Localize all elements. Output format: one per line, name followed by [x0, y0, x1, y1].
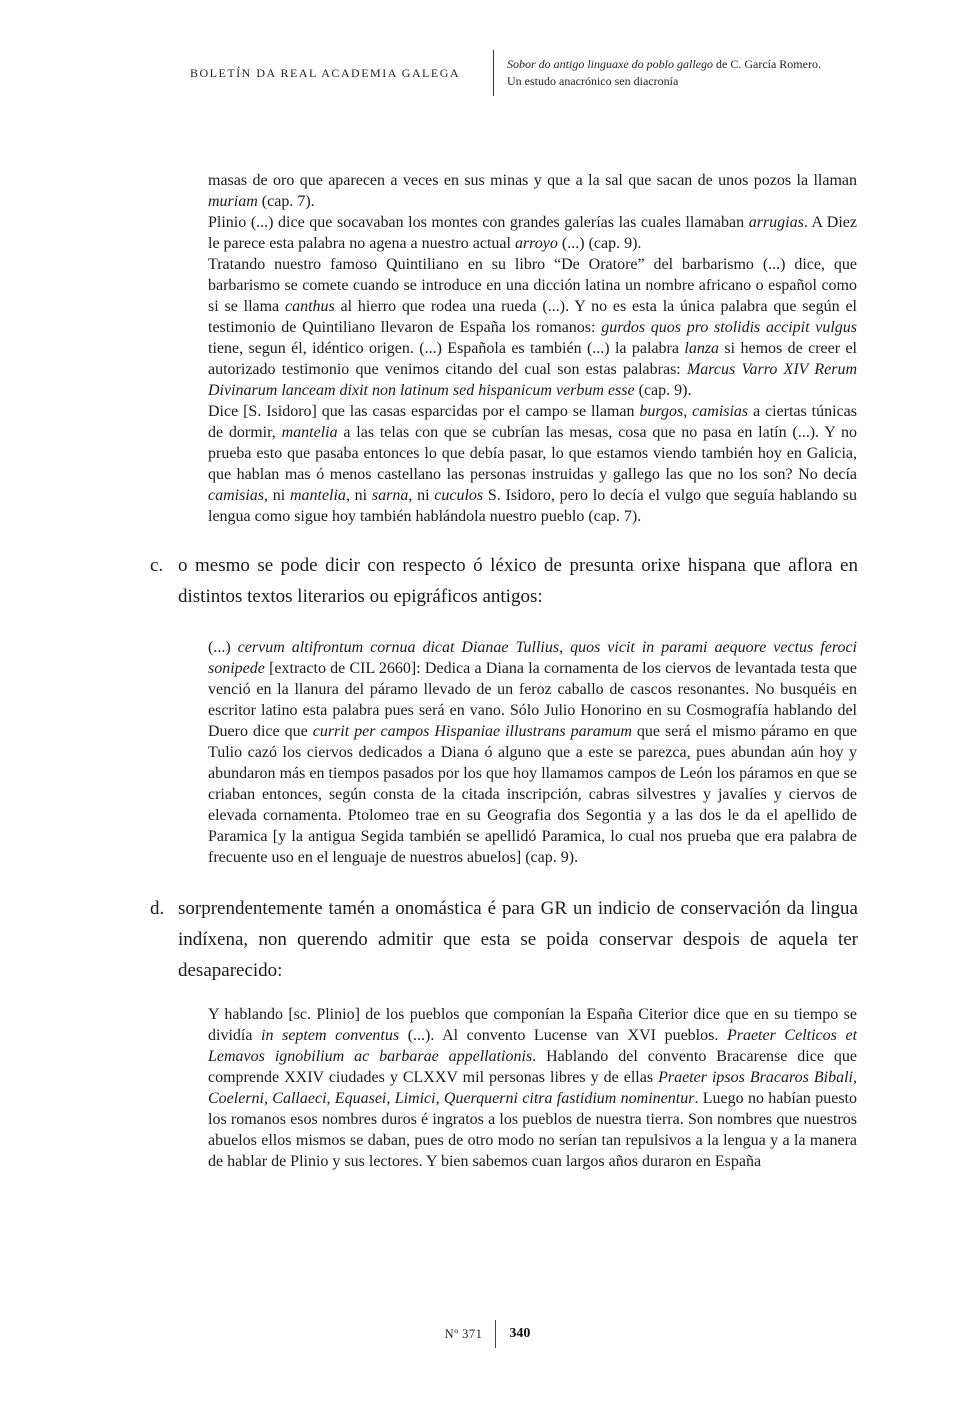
- page-footer: [0, 1320, 975, 1348]
- quote-paragraph: (...) cervum altifrontum cornua dicat Dianae Tullius, quos vicit in parami aequore vectus feroci sonipede [extracto de CIL 2660]: Dedica a Diana la cornamenta de los ciervos de levantada testa que venció en la llanura del páramo llevado de un feroz caballo de cascos resonantes. No busquéis en escritor latino esta palabra pues será en vano. Sólo Julio Honorino en su Cosmografía hablando del Duero dice que currit per campos Hispaniae illustrans paramum que será el mismo páramo en que Tulio cazó los ciervos dedicados a Diana ó alguno que a este se parezca, pues abundan aún hoy y abundaron más en tiempos pasados por los que hoy llamamos campos de León los páramos en que se criaban entonces, según consta de la citada inscripción, cabras silvestres y javalíes y ciervos de elevada cornamenta. Ptolomeo trae en su Geografia dos Segontia y a las dos le da el apellido de Paramica [y la antigua Segida también se apellidó Paramica, lo cual nos prueba que era palabra de frecuente uso en el lenguaje de nuestros abuelos] (cap. 9).: [208, 639, 858, 866]
- item-text: sorprendentemente tamén a onomástica é para GR un indicio de conservación da lingua indíxena, non querendo admitir que esta se poida conservar despois de aquela ter desaparecido:: [178, 898, 858, 981]
- header-divider: [493, 50, 494, 96]
- article-reference: [507, 56, 821, 90]
- quote-block-3: [208, 1004, 857, 1172]
- item-text: o mesmo se pode dicir con respecto ó léxico de presunta orixe hispana que aflora en distintos textos literarios ou epigráficos antigos:: [178, 555, 858, 607]
- article-title: Sobor do antigo linguaxe do poblo gallego: [507, 57, 713, 71]
- article-subtitle: Un estudo anacrónico sen diacronía: [507, 74, 679, 88]
- page-number: 340: [509, 1326, 531, 1341]
- quote-paragraph: masas de oro que aparecen a veces en sus minas y que a la sal que sacan de unos pozos la llaman muriam (cap. 7).: [208, 172, 857, 210]
- article-author: de C. García Romero.: [713, 57, 821, 71]
- quote-paragraph: Plinio (...) dice que socavaban los montes con grandes galerías las cuales llamaban arrugias. A Diez le parece esta palabra no agena a nuestro actual arroyo (...) (cap. 9).: [208, 214, 857, 252]
- quote-block-1: [208, 170, 857, 527]
- running-head: [190, 50, 821, 96]
- list-item-d: [150, 893, 858, 986]
- quote-paragraph: Y hablando [sc. Plinio] de los pueblos que componían la España Citerior dice que en su tiempo se dividía in septem conventus (...). Al convento Lucense van XVI pueblos. Praeter Celticos et Lemavos ignobilium ac barbarae appellationis. Hablando del convento Bracarense dice que comprende XXIV ciudades y CLXXV mil personas libres y de ellas Praeter ipsos Bracaros Bibali, Coelerni, Callaeci, Equasei, Limici, Querquerni citra fastidium nominentur. Luego no habían puesto los romanos esos nombres duros é ingratos a los pueblos de nuestra tierra. Son nombres que nuestros abuelos ellos mismos se daban, pues de otro modo no serían tan repulsivos a la lengua y a la manera de hablar de Plinio y sus lectores. Y bien sabemos cuan largos años duraron en España: [208, 1006, 858, 1170]
- article-reference-line1: [507, 56, 821, 73]
- list-item-c: [150, 550, 858, 612]
- item-label: c.: [150, 555, 164, 576]
- quote-paragraph: Tratando nuestro famoso Quintiliano en su libro “De Oratore” del barbarismo (...) dice, que barbarismo se comete cuando se introduce en una dicción latina un nombre africano o español como si se llama canthus al hierro que rodea una rueda (...). Y no es esta la única palabra que según el testimonio de Quintiliano llevaron de España los romanos: gurdos quos pro stolidis accipit vulgus tiene, segun él, idéntico origen. (...) Española es también (...) la palabra lanza si hemos de creer el autorizado testimonio que venimos citando del cual son estas palabras: Marcus Varro XIV Rerum Divinarum lanceam dixit non latinum sed hispanicum verbum esse (cap. 9).: [208, 256, 858, 399]
- journal-name: BOLETÍN DA REAL ACADEMIA GALEGA: [190, 65, 461, 80]
- footer-divider: [495, 1320, 496, 1348]
- quote-block-2: [208, 637, 857, 868]
- quote-paragraph: Dice [S. Isidoro] que las casas esparcidas por el campo se llaman burgos, camisias a ciertas túnicas de dormir, mantelia a las telas con que se cubrían las mesas, cosa que no pasa en latín (...). Y no prueba esto que pasaba entonces lo que debía pasar, lo que estamos viendo también hoy en Galicia, que hablan mas ó menos castellano las personas instruidas y gallego las que no los son? No decía camisias, ni mantelia, ni sarna, ni cuculos S. Isidoro, pero lo decía el vulgo que seguía hablando su lengua como sigue hoy también hablándola nuestro pueblo (cap. 7).: [208, 403, 857, 525]
- issue-number: Nº 371: [444, 1326, 483, 1341]
- page-body: [0, 170, 975, 1172]
- item-label: d.: [150, 898, 165, 919]
